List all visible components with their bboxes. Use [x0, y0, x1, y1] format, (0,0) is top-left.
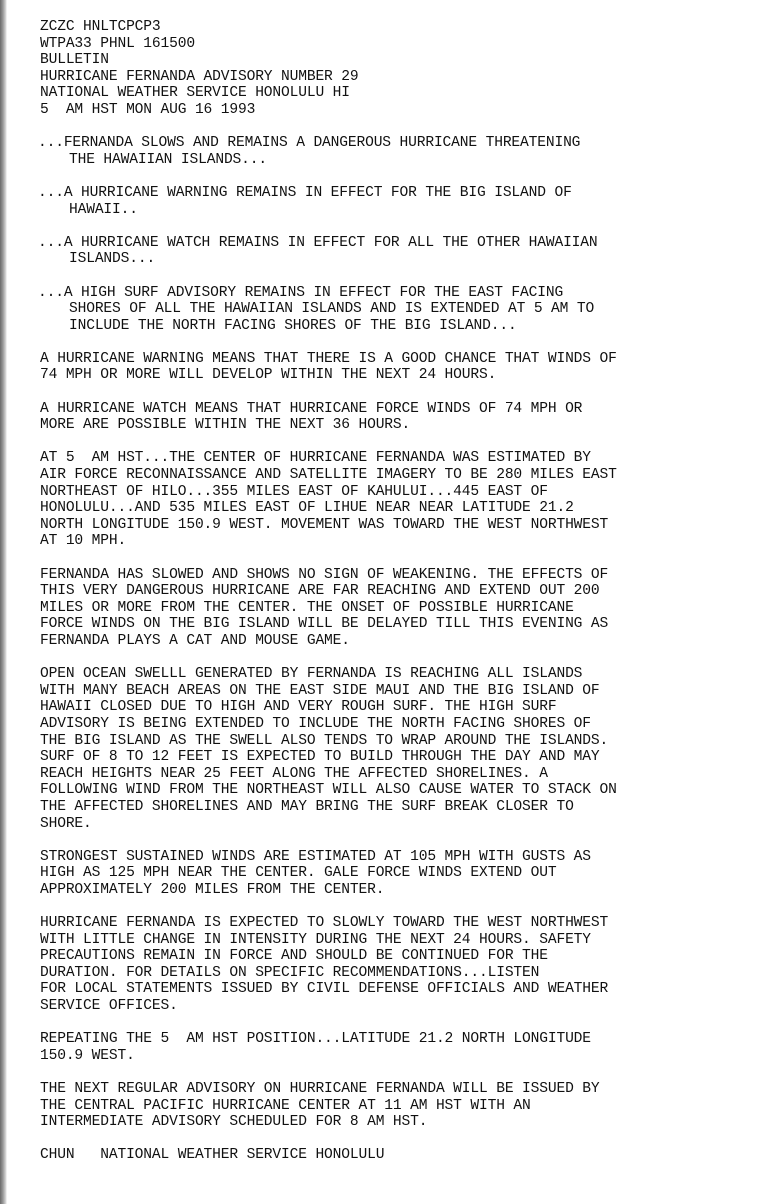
text-line: HONOLULU...AND 535 MILES EAST OF LIHUE NEAR NEAR LATITUDE 21.2	[40, 500, 574, 517]
text-line: THE CENTRAL PACIFIC HURRICANE CENTER AT 11 AM HST WITH AN	[40, 1097, 531, 1114]
header-line: ZCZC HNLTCPCP3	[40, 19, 161, 35]
text-line: THE BIG ISLAND AS THE SWELL ALSO TENDS TO WRAP AROUND THE ISLANDS.	[40, 732, 609, 749]
text-line: MORE ARE POSSIBLE WITHIN THE NEXT 36 HOURS.	[40, 417, 411, 434]
text-line: WITH MANY BEACH AREAS ON THE EAST SIDE MAUI AND THE BIG ISLAND OF	[40, 682, 600, 699]
advisory-document	[40, 19, 760, 1164]
headline-line: ...A HIGH SURF ADVISORY REMAINS IN EFFECT FOR THE EAST FACING	[38, 284, 564, 301]
header-line: WTPA33 PHNL 161500	[40, 35, 195, 52]
text-line: REACH HEIGHTS NEAR 25 FEET ALONG THE AFFECTED SHORELINES. A	[40, 765, 548, 782]
text-line: THIS VERY DANGEROUS HURRICANE ARE FAR REACHING AND EXTEND OUT 200	[40, 583, 600, 600]
paragraph-next-advisory	[40, 1081, 760, 1131]
text-line: ADVISORY IS BEING EXTENDED TO INCLUDE THE NORTH FACING SHORES OF	[40, 715, 591, 732]
text-line: SHORE.	[40, 815, 92, 832]
header-line: NATIONAL WEATHER SERVICE HONOLULU HI	[40, 85, 350, 102]
text-line: AT 5 AM HST...THE CENTER OF HURRICANE FERNANDA WAS ESTIMATED BY	[40, 450, 591, 467]
header-line: BULLETIN	[40, 52, 109, 69]
text-line: REPEATING THE 5 AM HST POSITION...LATITUDE 21.2 NORTH LONGITUDE	[40, 1031, 591, 1048]
headline-line: ...FERNANDA SLOWS AND REMAINS A DANGEROUS HURRICANE THREATENING	[38, 135, 581, 152]
text-line: THE NEXT REGULAR ADVISORY ON HURRICANE FERNANDA WILL BE ISSUED BY	[40, 1081, 600, 1097]
text-line: HURRICANE FERNANDA IS EXPECTED TO SLOWLY TOWARD THE WEST NORTHWEST	[40, 915, 609, 932]
headline-hurricane-watch	[40, 235, 760, 268]
paragraph-watch-definition	[40, 401, 760, 434]
text-line: NORTHEAST OF HILO...355 MILES EAST OF KAHULUI...445 EAST OF	[40, 483, 548, 500]
text-line: FOR LOCAL STATEMENTS ISSUED BY CIVIL DEFENSE OFFICIALS AND WEATHER	[40, 981, 609, 998]
signature-line: CHUN NATIONAL WEATHER SERVICE HONOLULU	[40, 1147, 385, 1164]
headline-line: ISLANDS...	[69, 251, 156, 268]
paragraph-forecast	[40, 915, 760, 1015]
text-line: A HURRICANE WATCH MEANS THAT HURRICANE FORCE WINDS OF 74 MPH OR	[40, 400, 583, 417]
headline-hurricane-warning	[40, 185, 760, 218]
headline-line: THE HAWAIIAN ISLANDS...	[69, 151, 267, 168]
text-line: NORTH LONGITUDE 150.9 WEST. MOVEMENT WAS TOWARD THE WEST NORTHWEST	[40, 516, 609, 533]
paragraph-repeating-position	[40, 1031, 760, 1064]
text-line: DURATION. FOR DETAILS ON SPECIFIC RECOMMENDATIONS...LISTEN	[40, 964, 540, 981]
paragraph-slowed	[40, 567, 760, 650]
text-line: MILES OR MORE FROM THE CENTER. THE ONSET OF POSSIBLE HURRICANE	[40, 599, 574, 616]
paragraph-sustained-winds	[40, 849, 760, 899]
text-line: AIR FORCE RECONNAISSANCE AND SATELLITE IMAGERY TO BE 280 MILES EAST	[40, 467, 617, 484]
text-line: HAWAII CLOSED DUE TO HIGH AND VERY ROUGH SURF. THE HIGH SURF	[40, 699, 557, 716]
page-edge-shadow	[0, 0, 7, 1204]
text-line: 74 MPH OR MORE WILL DEVELOP WITHIN THE NEXT 24 HOURS.	[40, 367, 497, 384]
text-line: STRONGEST SUSTAINED WINDS ARE ESTIMATED AT 105 MPH WITH GUSTS AS	[40, 848, 591, 865]
text-line: FERNANDA HAS SLOWED AND SHOWS NO SIGN OF WEAKENING. THE EFFECTS OF	[40, 566, 609, 583]
headline-high-surf-advisory	[40, 285, 760, 335]
signature	[40, 1147, 760, 1164]
text-line: 150.9 WEST.	[40, 1047, 135, 1064]
bulletin-header	[40, 19, 760, 119]
text-line: INTERMEDIATE ADVISORY SCHEDULED FOR 8 AM HST.	[40, 1114, 428, 1131]
paragraph-ocean-swell	[40, 666, 760, 832]
text-line: APPROXIMATELY 200 MILES FROM THE CENTER.	[40, 881, 385, 898]
text-line: THE AFFECTED SHORELINES AND MAY BRING THE SURF BREAK CLOSER TO	[40, 798, 574, 815]
paragraph-center-position	[40, 450, 760, 550]
text-line: OPEN OCEAN SWELLL GENERATED BY FERNANDA IS REACHING ALL ISLANDS	[40, 666, 583, 683]
text-line: FORCE WINDS ON THE BIG ISLAND WILL BE DELAYED TILL THIS EVENING AS	[40, 616, 609, 633]
text-line: FOLLOWING WIND FROM THE NORTHEAST WILL ALSO CAUSE WATER TO STACK ON	[40, 782, 617, 799]
text-line: SERVICE OFFICES.	[40, 998, 178, 1015]
headline-line: SHORES OF ALL THE HAWAIIAN ISLANDS AND IS EXTENDED AT 5 AM TO	[69, 301, 595, 318]
header-line: 5 AM HST MON AUG 16 1993	[40, 101, 256, 118]
headline-line: ...A HURRICANE WATCH REMAINS IN EFFECT FOR ALL THE OTHER HAWAIIAN	[38, 234, 598, 251]
text-line: A HURRICANE WARNING MEANS THAT THERE IS A GOOD CHANCE THAT WINDS OF	[40, 350, 617, 367]
text-line: SURF OF 8 TO 12 FEET IS EXPECTED TO BUILD THROUGH THE DAY AND MAY	[40, 749, 600, 766]
paragraph-warning-definition	[40, 351, 760, 384]
text-line: FERNANDA PLAYS A CAT AND MOUSE GAME.	[40, 632, 350, 649]
headline-line: INCLUDE THE NORTH FACING SHORES OF THE BIG ISLAND...	[69, 317, 517, 334]
headline-fernanda-slows	[40, 135, 760, 168]
text-line: HIGH AS 125 MPH NEAR THE CENTER. GALE FORCE WINDS EXTEND OUT	[40, 865, 557, 882]
headline-line: ...A HURRICANE WARNING REMAINS IN EFFECT FOR THE BIG ISLAND OF	[38, 184, 572, 201]
text-line: WITH LITTLE CHANGE IN INTENSITY DURING THE NEXT 24 HOURS. SAFETY	[40, 931, 591, 948]
text-line: AT 10 MPH.	[40, 533, 127, 550]
headline-line: HAWAII..	[69, 201, 138, 218]
header-line: HURRICANE FERNANDA ADVISORY NUMBER 29	[40, 68, 359, 85]
text-line: PRECAUTIONS REMAIN IN FORCE AND SHOULD BE CONTINUED FOR THE	[40, 948, 548, 965]
